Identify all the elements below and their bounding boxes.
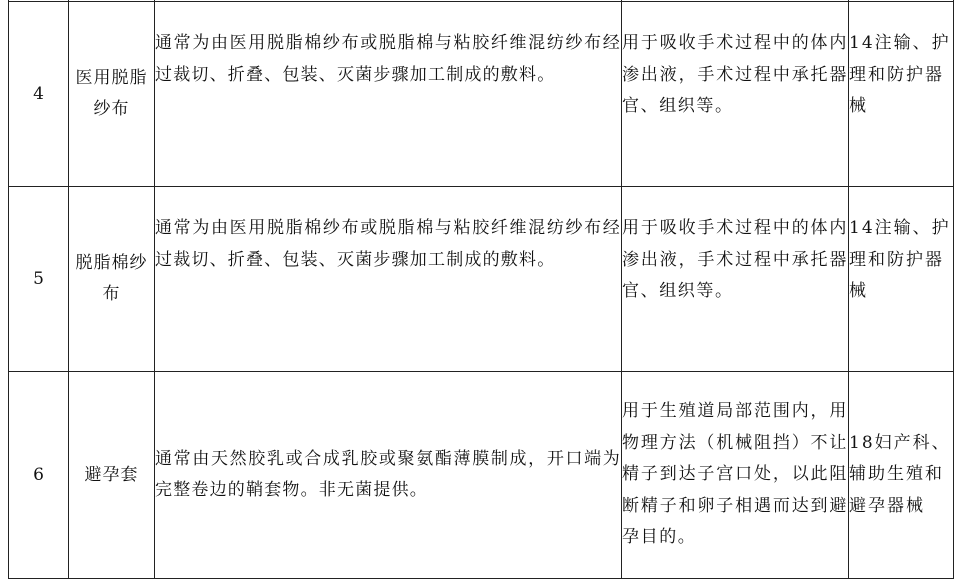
table-row <box>9 372 954 579</box>
product-description: 通常由天然胶乳或合成乳胶或聚氨酯薄膜制成，开口端为完整卷边的鞘套物。非无菌提供。 <box>155 372 622 579</box>
device-classification-table <box>8 0 954 579</box>
table-row <box>9 2 954 187</box>
row-number: 6 <box>9 372 69 579</box>
product-name: 医用脱脂纱布 <box>69 2 155 187</box>
device-category: 14注输、护理和防护器械 <box>849 2 954 187</box>
table-row <box>9 187 954 372</box>
intended-use: 用于生殖道局部范围内，用物理方法（机械阻挡）不让精子到达子宫口处，以此阻断精子和卵子相遇而达到避孕目的。 <box>622 372 849 579</box>
intended-use: 用于吸收手术过程中的体内渗出液，手术过程中承托器官、组织等。 <box>622 187 849 372</box>
device-category: 18妇产科、辅助生殖和避孕器械 <box>849 372 954 579</box>
device-category: 14注输、护理和防护器械 <box>849 187 954 372</box>
row-number: 5 <box>9 187 69 372</box>
product-description: 通常为由医用脱脂棉纱布或脱脂棉与粘胶纤维混纺纱布经过裁切、折叠、包装、灭菌步骤加工制成的敷料。 <box>155 187 622 372</box>
intended-use: 用于吸收手术过程中的体内渗出液，手术过程中承托器官、组织等。 <box>622 2 849 187</box>
row-number: 4 <box>9 2 69 187</box>
product-name: 脱脂棉纱布 <box>69 187 155 372</box>
product-description: 通常为由医用脱脂棉纱布或脱脂棉与粘胶纤维混纺纱布经过裁切、折叠、包装、灭菌步骤加工制成的敷料。 <box>155 2 622 187</box>
product-name: 避孕套 <box>69 372 155 579</box>
